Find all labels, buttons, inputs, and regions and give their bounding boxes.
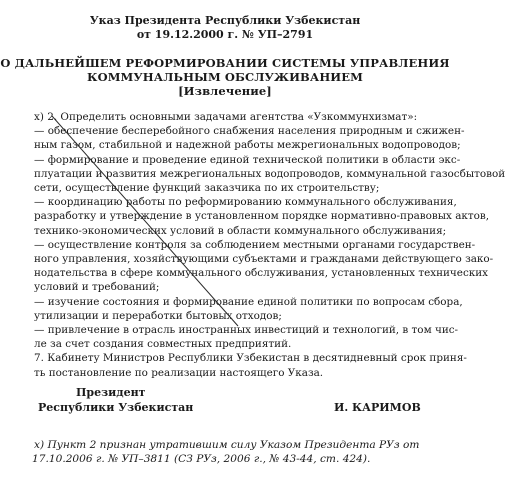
body-line: утилизации и переработки бытовых отходов; — [34, 309, 282, 322]
body-line: — формирование и проведение единой технической политики в области экс- — [34, 153, 461, 166]
body-line: технико-экономических условий в области коммунального обслуживания; — [34, 224, 447, 237]
body-line: — обеспечение бесперебойного снабжения населения природным и сжижен- — [34, 125, 465, 138]
footnote-line1: x) Пункт 2 признан утратившим силу Указом Президента РУз от — [34, 439, 420, 451]
body-line: x) 2. Определить основными задачами агентства «Узкоммунхизмат»: — [34, 111, 418, 123]
body-line: сети, осуществление функций заказчика по их строительству; — [34, 182, 380, 195]
body-line: — привлечение в отрасль иностранных инвестиций и технологий, в том чис- — [34, 324, 459, 337]
body-line: условий и требований; — [34, 281, 160, 294]
body-line: ле за счет создания совместных предприятий. — [34, 338, 292, 351]
body-line: ного управления, хозяйствующими субъектами и гражданами действующего зако- — [34, 253, 494, 266]
body-line: — изучение состояния и формирование единой политики по вопросам сбора, — [34, 295, 463, 308]
signature-title-line1: Президент — [76, 386, 146, 399]
decree-header-line2: от 19.12.2000 г. № УП–2791 — [136, 28, 314, 41]
body-line: ть постановление по реализации настоящего Указа. — [34, 366, 324, 379]
body-line: 7. Кабинету Министров Республики Узбекистан в десятидневный срок приня- — [34, 352, 467, 365]
body-line: плуатации и развития межрегиональных водопроводов, коммунальной газосбытовой — [34, 167, 505, 180]
body-line: нодательства в сфере коммунального обслуживания, установленных технических — [34, 267, 489, 280]
decree-title-excerpt: [Извлечение] — [178, 84, 272, 98]
signature-title-line2: Республики Узбекистан — [38, 401, 194, 414]
decree-title-line1: О ДАЛЬНЕЙШЕМ РЕФОРМИРОВАНИИ СИСТЕМЫ УПРАВЛЕНИЯ — [0, 56, 450, 70]
body-line: — координацию работы по реформированию коммунального обслуживания, — [34, 196, 457, 209]
decree-header-line1: Указ Президента Республики Узбекистан — [89, 14, 361, 27]
decree-title-line2: КОММУНАЛЬНЫМ ОБСЛУЖИВАНИЕМ — [87, 70, 363, 84]
body-line: ным газом, стабильной и надежной работы межрегиональных водопроводов; — [34, 139, 461, 152]
signature-name: И. КАРИМОВ — [334, 401, 421, 414]
footnote — [32, 438, 432, 466]
body-line: — осуществление контроля за соблюдением местными органами государствен- — [34, 238, 476, 251]
body-line: разработку и утверждение в установленном порядке нормативно-правовых актов, — [34, 210, 490, 223]
footnote-line2: 17.10.2006 г. № УП–3811 (СЗ РУз, 2006 г., № 43-44, ст. 424). — [32, 453, 371, 465]
